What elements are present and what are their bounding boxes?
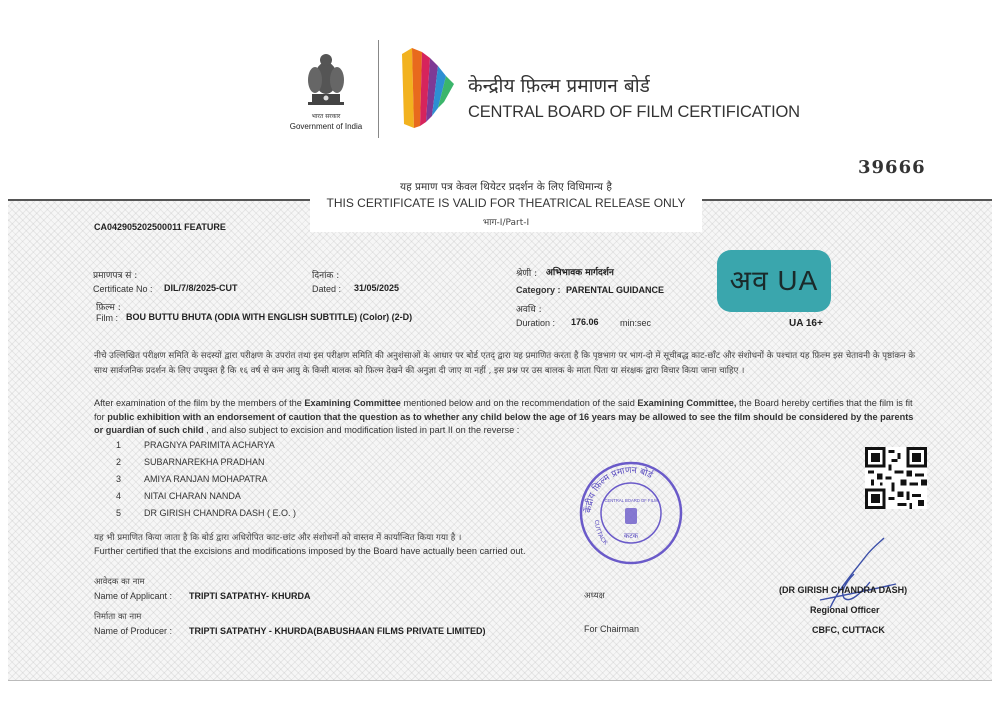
list-item-number: 4: [116, 491, 122, 501]
list-item-number: 5: [116, 508, 122, 518]
band-top-border-left: [8, 199, 312, 201]
cert-no-value: DIL/7/8/2025-CUT: [164, 283, 238, 293]
list-item-number: 1: [116, 440, 122, 450]
date-hindi: दिनांक :: [312, 271, 340, 281]
emblem-hindi-label: भारत सरकार: [311, 113, 341, 120]
cert-text-part-6: public exhibition with an endorsement of caution that the question as to whether any child below the age of 16 years may be allowed to see the film should be considered by the parents or guardian of such child: [94, 411, 914, 435]
band-top-border-right: [700, 199, 992, 201]
svg-text:CUTTACK: [593, 520, 608, 547]
list-item: [116, 491, 296, 508]
chairman-label: For Chairman: [584, 624, 640, 634]
producer-value: TRIPTI SATPATHY - KHURDA(BABUSHAAN FILMS PRIVATE LIMITED): [189, 626, 486, 636]
film-title: BOU BUTTU BHUTA (ODIA WITH ENGLISH SUBTITLE) (Color) (2-D): [126, 312, 413, 322]
cert-text-part-3: mentioned below and on the recommendation of the said: [400, 398, 638, 408]
category-label: Category :: [516, 285, 561, 295]
reference-number: CA042905202500011 FEATURE: [94, 222, 226, 232]
list-item: [116, 474, 296, 491]
producer-hindi: निर्माता का नाम: [94, 612, 142, 622]
further-hindi: यह भी प्रमाणित किया जाता है कि बोर्ड द्वारा अधिरोपित काट-छांट और संशोधनों को वास्तव में कार्यान्वित किया गया है ।: [94, 533, 462, 543]
signatory-title: Regional Officer: [810, 605, 880, 615]
list-item-number: 2: [116, 457, 122, 467]
list-item-name: DR GIRISH CHANDRA DASH ( E.O. ): [144, 508, 297, 518]
stamp-english-text: CENTRAL BOARD OF FILM: [604, 498, 658, 503]
svg-text:केंद्रीय फ़िल्म प्रमाणन बोर्ड: [582, 465, 656, 513]
applicant-value: TRIPTI SATPATHY- KHURDA: [189, 591, 311, 601]
emblem-icon: [296, 50, 356, 112]
english-certification-text: [94, 397, 924, 438]
duration-label: Duration :: [516, 318, 556, 328]
signatory-office: CBFC, CUTTACK: [812, 625, 885, 635]
list-item-name: NITAI CHARAN NANDA: [144, 491, 241, 501]
cert-text-part-1: After examination of the film by the members of the: [94, 398, 305, 408]
film-label: Film :: [96, 313, 118, 323]
qr-code: [865, 447, 927, 509]
stamp-city-text: CUTTACK: [592, 519, 609, 547]
serial-number: 39666: [858, 157, 926, 178]
cert-text-part-2: Examining Committee: [304, 398, 401, 408]
film-hindi: फ़िल्म :: [96, 303, 121, 313]
stamp-hindi-text: केंद्रीय फ़िल्म प्रमाणन बोर्ड: [583, 465, 654, 514]
category-hindi: श्रेणी :: [516, 269, 538, 279]
applicant-label: Name of Applicant :: [94, 591, 173, 601]
duration-hindi: अवधि :: [516, 305, 542, 315]
list-item: [116, 457, 296, 474]
list-item-name: AMIYA RANJAN MOHAPATRA: [144, 474, 268, 484]
list-item: [116, 508, 296, 525]
list-item-name: PRAGNYA PARIMITA ACHARYA: [144, 440, 275, 450]
chairman-hindi: अध्यक्ष: [584, 591, 605, 601]
validity-hindi: यह प्रमाण पत्र केवल थियेटर प्रदर्शन के लिए विधिमान्य है: [400, 181, 612, 193]
official-seal-stamp: [575, 458, 687, 568]
date-value: 31/05/2025: [354, 283, 400, 293]
list-item-name: SUBARNAREKHA PRADHAN: [144, 457, 265, 467]
cert-text-part-7: , and also subject to excision and modification listed in part II on the reverse :: [203, 425, 520, 435]
rating-label: UA 16+: [789, 318, 823, 329]
stamp-bottom-text: कटक: [623, 532, 639, 540]
committee-list: [116, 440, 296, 525]
emblem-label: Government of India: [289, 122, 363, 131]
rating-badge-hindi: अव: [729, 264, 769, 297]
header-divider: [378, 40, 379, 138]
validity-english: THIS CERTIFICATE IS VALID FOR THEATRICAL RELEASE ONLY: [326, 196, 686, 210]
cert-no-label: Certificate No :: [93, 284, 153, 294]
cert-text-part-5: the Board hereby certifies that the film is fit for: [94, 398, 913, 422]
board-english-title: CENTRAL BOARD OF FILM CERTIFICATION: [468, 103, 800, 121]
further-english: Further certified that the excisions and modifications imposed by the Board have actually been carried out.: [94, 546, 526, 556]
board-hindi-title: केन्द्रीय फ़िल्म प्रमाणन बोर्ड: [468, 75, 650, 97]
list-item-number: 3: [116, 474, 122, 484]
hindi-certification-text: नीचे उल्लिखित परीक्षण समिति के सदस्यों द्वारा परीक्षण के उपरांत तथा इस परीक्षण समिति की अनुशंसाओं के आधार पर बोर्ड एतद् द्वारा यह प्रमाणित करता है कि पृष्ठभाग पर भाग-दो में सूचीबद्ध काट-छाँट और संशोधनों के पश्चात यह फ़िल्म इस चेतावनी के पृष्ठांकन के साथ सार्वजनिक प्रदर्शन के लिए उपयुक्त है कि १६ वर्ष से कम आयु के किसी बालक को फ़िल्म देखने की अनुज्ञा दी जाए या नहीं , इस प्रश्न पर उस बालक के माता पिता या संरक्षक द्वारा विचार किया जाना चाहिए ।: [94, 351, 916, 376]
list-item: [116, 440, 296, 457]
rating-badge-code: UA: [777, 265, 819, 296]
category-hindi-value: अभिभावक मार्गदर्शन: [546, 268, 614, 278]
category-value: PARENTAL GUIDANCE: [566, 285, 665, 295]
cert-text-part-4: Examining Committee,: [637, 398, 737, 408]
signatory-name: (DR GIRISH CHANDRA DASH): [779, 585, 908, 595]
duration-value: 176.06: [571, 317, 599, 327]
producer-label: Name of Producer :: [94, 626, 173, 636]
duration-unit: min:sec: [620, 318, 652, 328]
applicant-hindi: आवेदक का नाम: [94, 577, 145, 587]
band-bottom-border: [8, 680, 992, 681]
rating-badge: [717, 250, 831, 312]
cbfc-logo-icon: [398, 44, 460, 134]
validity-part: भाग-I/Part-I: [482, 218, 530, 228]
cert-no-hindi: प्रमाणपत्र सं :: [93, 271, 138, 281]
date-label: Dated :: [312, 284, 342, 294]
